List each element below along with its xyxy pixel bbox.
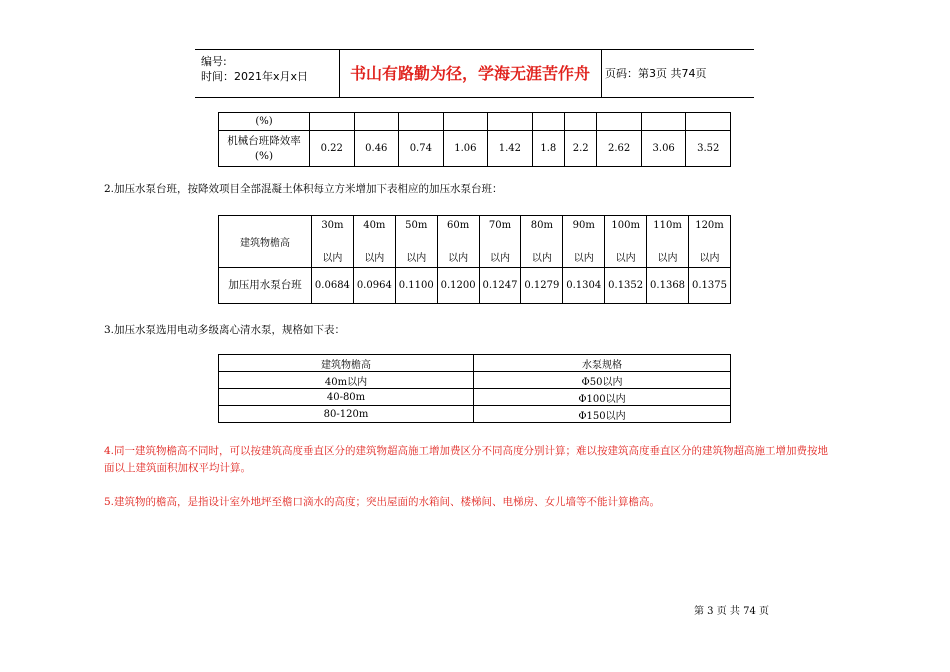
within-label: 以内 [406, 252, 427, 264]
within-label: 以内 [699, 252, 720, 264]
table-row [219, 372, 731, 389]
within-label: 以内 [657, 252, 678, 264]
height-label: 120m [695, 219, 724, 231]
table-cell: 0.0684 [311, 268, 353, 304]
table-cell: 0.1375 [689, 268, 731, 304]
pump-shift-table [218, 215, 731, 304]
table-cell: 0.1200 [437, 268, 479, 304]
table-cell: (%) [219, 113, 310, 131]
height-label: 100m [611, 219, 640, 231]
paragraph-3: 3.加压水泵选用电动多级离心清水泵，规格如下表： [104, 324, 346, 336]
height-label: 50m [405, 219, 428, 231]
table-cell [488, 113, 533, 131]
table-cell [443, 113, 488, 131]
header-label: 建筑物檐高 [219, 216, 312, 268]
table-cell: 80-120m [219, 406, 474, 423]
column-header: 建筑物檐高 [219, 355, 474, 372]
column-header: 水泵规格 [474, 355, 731, 372]
table-cell [521, 216, 563, 268]
table-cell: Φ50以内 [474, 372, 731, 389]
height-label: 60m [446, 219, 470, 231]
page-footer: 第 3 页 共 74 页 [694, 606, 769, 617]
paragraph-5: 5.建筑物的檐高，是指设计室外地坪至檐口滴水的高度；突出屋面的水箱间、楼梯间、电梯房、女儿墙等不能计算檐高。 [104, 496, 661, 508]
height-label: 30m [321, 219, 344, 231]
table-cell: 0.22 [310, 131, 355, 167]
within-label: 以内 [615, 252, 636, 264]
within-label: 以内 [322, 252, 343, 264]
table-cell [605, 216, 647, 268]
machine-efficiency-table [218, 112, 731, 167]
pump-spec-table [218, 354, 731, 423]
header-meta [195, 50, 340, 97]
table-cell: 3.06 [641, 131, 686, 167]
table-cell [532, 113, 564, 131]
table-cell: 2.2 [565, 131, 597, 167]
time-label: 时间：2021年x月x日 [201, 70, 309, 83]
table-row [219, 406, 731, 423]
table-cell: 3.52 [686, 131, 731, 167]
table-cell: 0.1247 [479, 268, 521, 304]
table-row [219, 268, 731, 304]
table-cell: 1.06 [443, 131, 488, 167]
table-cell [641, 113, 686, 131]
table-cell: 1.42 [488, 131, 533, 167]
table-cell: Φ100以内 [474, 389, 731, 406]
table-cell: 2.62 [597, 131, 642, 167]
paragraph-4: 4.同一建筑物檐高不同时，可以按建筑高度垂直区分的建筑物超高施工增加费区分不同高度分别计算；难以按建筑高度垂直区分的建筑物超高施工增加费按地面以上建筑面积加权平均计算。 [104, 445, 829, 474]
table-cell: 0.1304 [563, 268, 605, 304]
table-row [219, 113, 731, 131]
table-cell [354, 113, 399, 131]
table-cell: 0.1368 [647, 268, 689, 304]
table-row [219, 389, 731, 406]
table-cell [647, 216, 689, 268]
header-motto: 书山有路勤为径，学海无涯苦作舟 [339, 50, 602, 97]
page-header [195, 49, 754, 98]
table-cell: 40m以内 [219, 372, 474, 389]
height-label: 80m [530, 219, 553, 231]
page-code: 页码：第3页 共74页 [605, 67, 707, 80]
table-cell [686, 113, 731, 131]
table-cell: 1.8 [532, 131, 564, 167]
within-label: 以内 [489, 252, 510, 264]
table-cell: 0.0964 [353, 268, 395, 304]
within-label: 以内 [448, 252, 469, 264]
table-cell: 0.1100 [395, 268, 437, 304]
height-label: 40m [363, 219, 386, 231]
table-cell [399, 113, 444, 131]
within-label: 以内 [573, 252, 594, 264]
table-header-row [219, 355, 731, 372]
table-cell: 0.1279 [521, 268, 563, 304]
table-cell: 0.1352 [605, 268, 647, 304]
table-cell [437, 216, 479, 268]
row-label: 加压用水泵台班 [219, 268, 312, 304]
table-cell [563, 216, 605, 268]
table-row [219, 131, 731, 167]
table-cell: Φ150以内 [474, 406, 731, 423]
table-row [219, 216, 731, 268]
height-label: 70m [488, 219, 512, 231]
height-label: 110m [653, 219, 682, 231]
table-cell [689, 216, 731, 268]
table-cell [310, 113, 355, 131]
within-label: 以内 [364, 252, 385, 264]
table-cell [479, 216, 521, 268]
row-label: 机械台班降效率(%) [219, 131, 310, 167]
number-label: 编号: [201, 55, 227, 68]
table-cell [395, 216, 437, 268]
table-cell: 40-80m [219, 389, 474, 406]
within-label: 以内 [531, 252, 552, 264]
table-cell: 0.74 [399, 131, 444, 167]
table-cell [597, 113, 642, 131]
paragraph-2: 2.加压水泵台班，按降效项目全部混凝土体积每立方米增加下表相应的加压水泵台班： [104, 183, 503, 195]
table-cell: 0.46 [354, 131, 399, 167]
table-cell [353, 216, 395, 268]
table-cell [311, 216, 353, 268]
height-label: 90m [572, 219, 595, 231]
table-cell [565, 113, 597, 131]
